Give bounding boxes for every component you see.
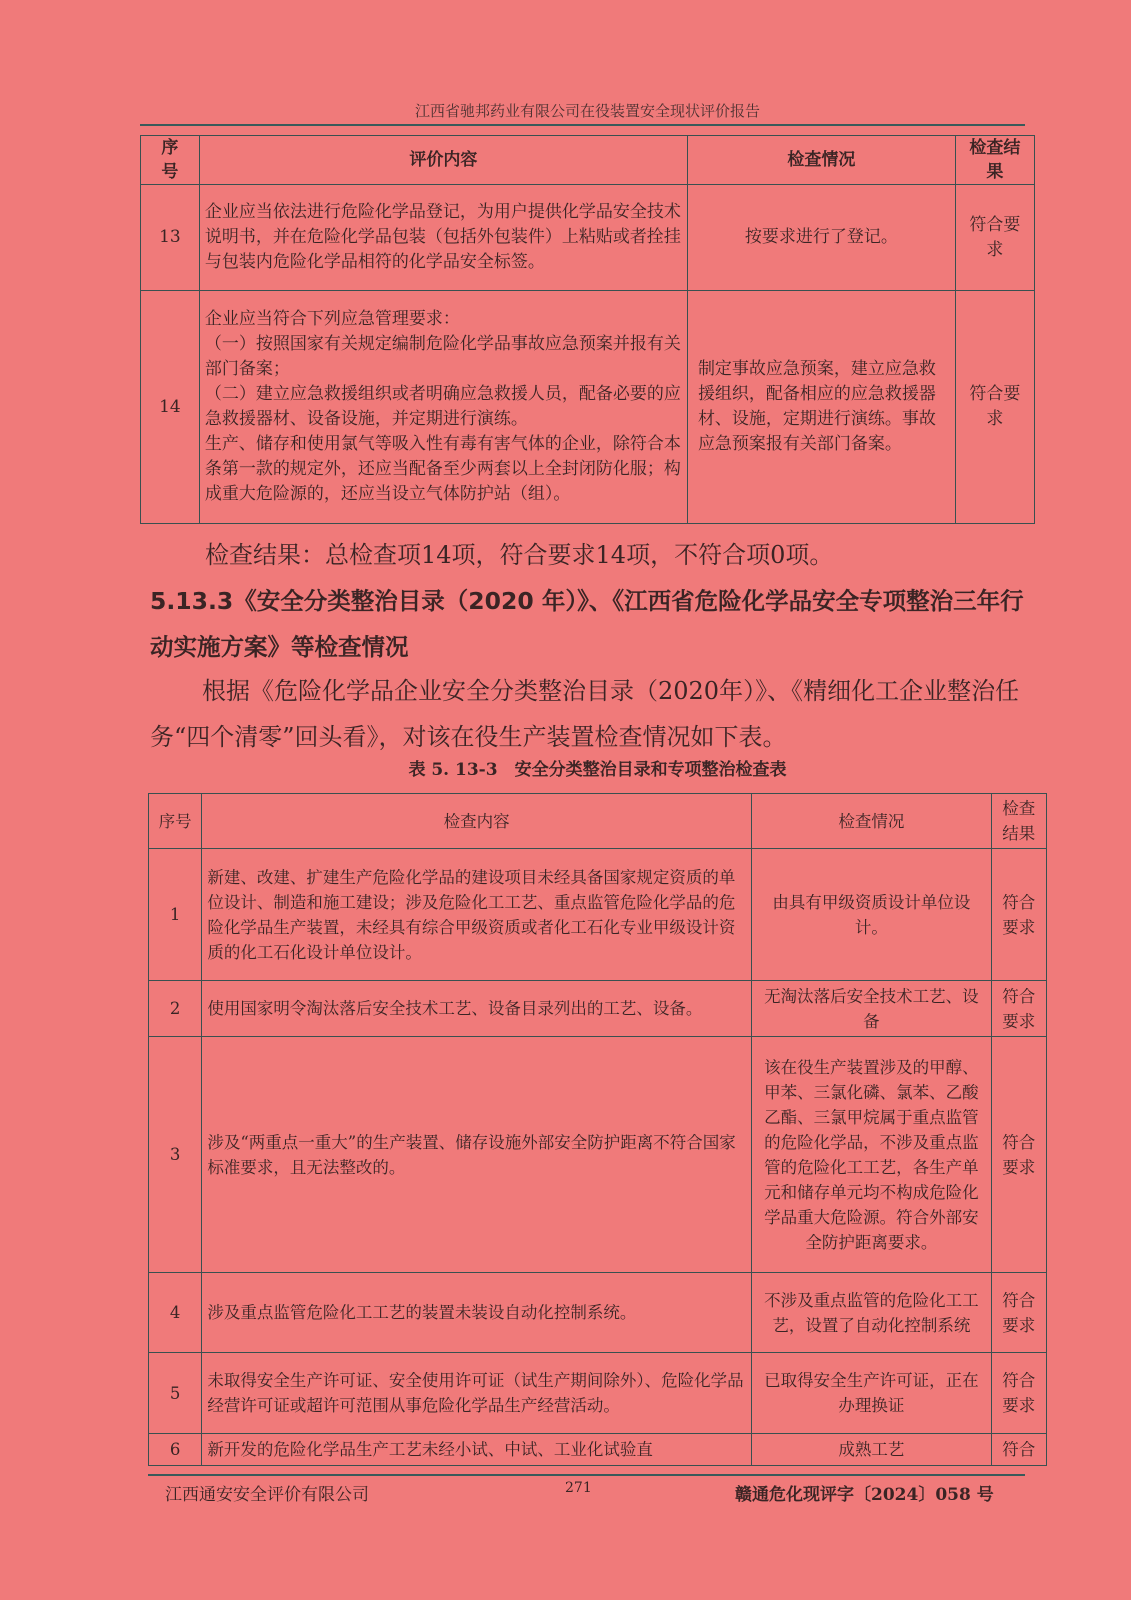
table-row bbox=[149, 1434, 1047, 1466]
body-paragraph: 根据《危险化学品企业安全分类整治目录（2020年）》、《精细化工企业整治任务“四个清零”回头看》，对该在役生产装置检查情况如下表。 bbox=[150, 677, 1020, 751]
table-row bbox=[141, 291, 1035, 524]
row-no: 2 bbox=[149, 981, 202, 1037]
row-result: 符合要求 bbox=[991, 1037, 1046, 1273]
row-content: 新建、改建、扩建生产危险化学品的建设项目未经具备国家规定资质的单位设计、制造和施工建设；涉及危险化工工艺、重点监管危险化学品的危险化学品生产装置，未经具有综合甲级资质或者化工石化专业甲级设计资质的化工石化设计单位设计。 bbox=[202, 849, 752, 981]
table-row bbox=[149, 1273, 1047, 1353]
row-situation: 无淘汰落后安全技术工艺、设备 bbox=[752, 981, 992, 1037]
footer-document-number: 赣通危化现评字〔2024〕058 号 bbox=[735, 1485, 994, 1505]
row-situation: 由具有甲级资质设计单位设计。 bbox=[752, 849, 992, 981]
row-content: 企业应当依法进行危险化学品登记，为用户提供化学品安全技术说明书，并在危险化学品包装（包括外包装件）上粘贴或者拴挂与包装内危险化学品相符的化学品安全标签。 bbox=[199, 185, 687, 291]
row-content: 使用国家明令淘汰落后安全技术工艺、设备目录列出的工艺、设备。 bbox=[202, 981, 752, 1037]
table-row bbox=[141, 185, 1035, 291]
row-content: 未取得安全生产许可证、安全使用许可证（试生产期间除外）、危险化学品经营许可证或超许可范围从事危险化学品生产经营活动。 bbox=[202, 1353, 752, 1434]
row-situation: 不涉及重点监管的危险化工工艺，设置了自动化控制系统 bbox=[752, 1273, 992, 1353]
row-content bbox=[199, 291, 687, 524]
table-caption: 表 5. 13-3 安全分类整治目录和专项整治检查表 bbox=[408, 760, 787, 780]
rectification-check-table bbox=[148, 793, 1047, 1466]
row-no: 4 bbox=[149, 1273, 202, 1353]
content-line: （二）建立应急救援组织或者明确应急救援人员，配备必要的应急救援器材、设备设施，并定期进行演练。 bbox=[204, 384, 681, 429]
table-row bbox=[149, 981, 1047, 1037]
col-header-no: 序号 bbox=[149, 794, 202, 849]
table-header-row bbox=[149, 794, 1047, 849]
row-no: 1 bbox=[149, 849, 202, 981]
row-result: 符合 bbox=[991, 1434, 1046, 1466]
page-number: 271 bbox=[565, 1480, 592, 1496]
col-header-content: 评价内容 bbox=[199, 136, 687, 185]
col-header-result: 检查结果 bbox=[955, 136, 1034, 185]
page-header: 江西省驰邦药业有限公司在役装置安全现状评价报告 bbox=[414, 102, 760, 120]
col-header-content: 检查内容 bbox=[202, 794, 752, 849]
row-situation: 已取得安全生产许可证，正在办理换证 bbox=[752, 1353, 992, 1434]
footer-rule bbox=[148, 1474, 1025, 1476]
row-content: 涉及“两重点一重大”的生产装置、储存设施外部安全防护距离不符合国家标准要求，且无法整改的。 bbox=[202, 1037, 752, 1273]
content-line: 生产、储存和使用氯气等吸入性有毒有害气体的企业，除符合本条第一款的规定外，还应当配备至少两套以上全封闭防化服；构成重大危险源的，还应当设立气体防护站（组）。 bbox=[204, 434, 681, 504]
row-no: 6 bbox=[149, 1434, 202, 1466]
row-result: 符合要求 bbox=[991, 1273, 1046, 1353]
row-no: 5 bbox=[149, 1353, 202, 1434]
evaluation-table bbox=[140, 135, 1035, 524]
content-line: （一）按照国家有关规定编制危险化学品事故应急预案并报有关部门备案； bbox=[204, 334, 681, 379]
content-line: 企业应当符合下列应急管理要求： bbox=[204, 309, 460, 329]
row-result: 符合要求 bbox=[991, 981, 1046, 1037]
col-header-situation: 检查情况 bbox=[752, 794, 992, 849]
row-situation: 成熟工艺 bbox=[752, 1434, 992, 1466]
table-row bbox=[149, 1037, 1047, 1273]
footer-company: 江西通安安全评价有限公司 bbox=[165, 1485, 369, 1505]
col-header-no: 序号 bbox=[141, 136, 200, 185]
row-content: 新开发的危险化学品生产工艺未经小试、中试、工业化试验直 bbox=[202, 1434, 752, 1466]
row-no: 3 bbox=[149, 1037, 202, 1273]
row-situation: 该在役生产装置涉及的甲醇、甲苯、三氯化磷、氯苯、乙酸乙酯、三氯甲烷属于重点监管的危险化学品，不涉及重点监管的危险化工工艺，各生产单元和储存单元均不构成危险化学品重大危险源。符合外部安全防护距离要求。 bbox=[752, 1037, 992, 1273]
row-situation: 制定事故应急预案，建立应急救援组织，配备相应的应急救援器材、设施，定期进行演练。事故应急预案报有关部门备案。 bbox=[687, 291, 955, 524]
row-result: 符合要求 bbox=[991, 1353, 1046, 1434]
row-result: 符合要求 bbox=[991, 849, 1046, 981]
row-content: 涉及重点监管危险化工工艺的装置未装设自动化控制系统。 bbox=[202, 1273, 752, 1353]
table-row bbox=[149, 849, 1047, 981]
row-no: 14 bbox=[141, 291, 200, 524]
table-row bbox=[149, 1353, 1047, 1434]
row-result: 符合要求 bbox=[955, 185, 1034, 291]
col-header-situation: 检查情况 bbox=[687, 136, 955, 185]
row-situation: 按要求进行了登记。 bbox=[687, 185, 955, 291]
row-result: 符合要求 bbox=[955, 291, 1034, 524]
summary-text: 检查结果：总检查项14项，符合要求14项，不符合项0项。 bbox=[205, 541, 834, 569]
row-no: 13 bbox=[141, 185, 200, 291]
table-header-row bbox=[141, 136, 1035, 185]
section-heading: 5.13.3《安全分类整治目录（2020 年）》、《江西省危险化学品安全专项整治三年行动实施方案》等检查情况 bbox=[150, 587, 1024, 661]
header-rule bbox=[140, 124, 1025, 126]
col-header-result: 检查结果 bbox=[991, 794, 1046, 849]
